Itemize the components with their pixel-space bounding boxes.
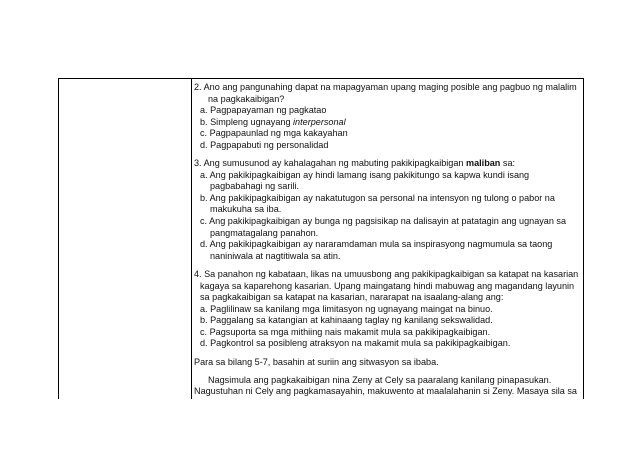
- q4-stem-line-3: sa pagkakaibigan sa katapat na kasarian, nararapat na isaalang-alang ang:: [200, 292, 504, 303]
- q3-stem-text: 3. Ang sumusunod ay kahalagahan ng mabuting pakikipagkaibigan: [194, 158, 466, 169]
- table-content-cell: [194, 82, 579, 398]
- column-divider: [191, 79, 192, 399]
- question-table: [58, 78, 584, 399]
- q2-choice-a: a. Pagpapayaman ng pagkatao: [200, 105, 327, 116]
- q3-choice-a-line-2: pagbabahagi ng sarili.: [210, 181, 299, 192]
- q4-choice-c: c. Pagsuporta sa mga mithiing nais makamit mula sa pakikipagkaibigan.: [200, 326, 491, 337]
- q3-stem-suffix: sa:: [500, 158, 516, 169]
- q4-stem-line-2: kagaya sa kaparehong kasarian. Upang maingatang hindi mabuwag ang magandang layunin: [200, 280, 575, 291]
- situation-line-2: Nagustuhan ni Cely ang pagkamasayahin, makuwento at maalalahanin si Zeny. Masaya sila sa: [194, 386, 577, 397]
- instruction-text: Para sa bilang 5-7, basahin at suriin ang sitwasyon sa ibaba.: [194, 356, 439, 367]
- q4-choice-b: b. Paggalang sa katangian at kahinaang taglay ng kanilang sekswalidad.: [200, 315, 493, 326]
- q3-choice-d-line-2: naniniwala at nagtitiwala sa atin.: [210, 250, 341, 261]
- q3-choice-c-line-1: c. Ang pakikipagkaibigan ay bunga ng pagsisikap na dalisayin at patatagin ang ugnayan sa: [200, 216, 567, 227]
- q2-choice-b: [194, 117, 579, 129]
- q3-choice-a-line-1: a. Ang pakikipagkaibigan ay hindi lamang isang pakikitungo sa kapwa kundi isang: [200, 169, 530, 180]
- q3-stem-bold: maliban: [466, 158, 501, 169]
- q2-stem-line-1: 2. Ano ang pangunahing dapat na mapagyaman upang maging posible ang pagbuo ng malalim: [194, 82, 577, 92]
- q4-choice-a: a. Paglilinaw sa kanilang mga limitasyon ng ugnayang maingat na binuo.: [200, 303, 493, 314]
- q2-choice-b-text: b. Simpleng ugnayang: [200, 116, 294, 127]
- q2-choice-d: d. Pagpapabuti ng personalidad: [200, 139, 329, 150]
- q3-choice-b-line-1: b. Ang pakikipagkaibigan ay nakatutugon sa personal na intensyon ng tulong o pabor na: [200, 192, 555, 203]
- q2-stem-line-2: na pagkakaibigan?: [208, 93, 285, 104]
- table-left-cell: [59, 79, 191, 399]
- q3-choice-b-line-2: makukuha sa iba.: [210, 204, 282, 215]
- q2-choice-c: c. Pagpapaunlad ng mga kakayahan: [200, 128, 348, 139]
- q4-stem-line-1: 4. Sa panahon ng kabataan, likas na umuusbong ang pakikipagkaibigan sa katapat na kasarian: [194, 268, 579, 279]
- q3-choice-d-line-1: d. Ang pakikipagkaibigan ay nararamdaman mula sa inspirasyong nagmumula sa taong: [200, 239, 553, 250]
- q2-choice-b-italic: interpersonal: [293, 116, 346, 127]
- q3-stem: [194, 158, 579, 170]
- situation-line-1: Nagsimula ang pagkakaibigan nina Zeny at Cely sa paaralang kanilang pinapasukan.: [208, 374, 552, 385]
- q3-choice-c-line-2: pangmatagalang panahon.: [210, 227, 319, 238]
- q4-choice-d: d. Pagkontrol sa posibleng atraksyon na makamit mula sa pakikipagkaibigan.: [200, 338, 511, 349]
